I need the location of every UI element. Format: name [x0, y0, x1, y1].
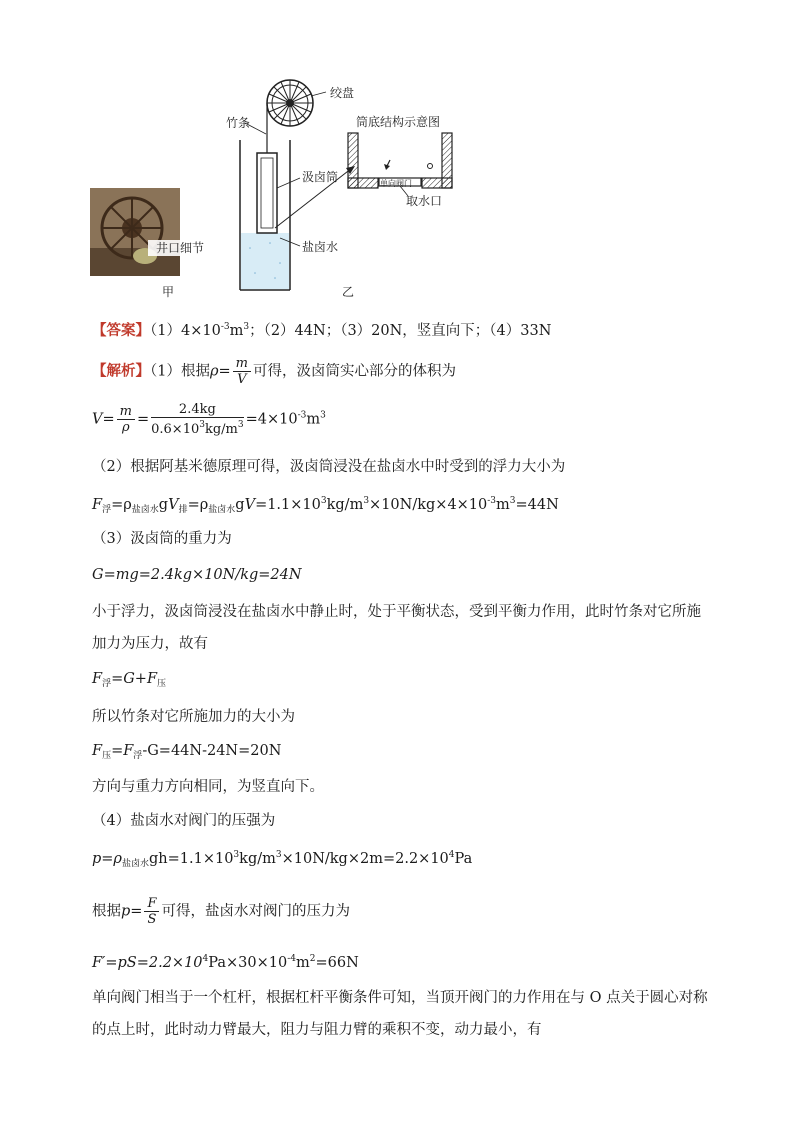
analysis-line-4: $F_浮=\rho_{盐卤水}gV_排=\rho_{盐卤水}gV=1.1\times 10^3kg/m^3\times 10N/kg\times 4\times 10^{-3}m^3=44N$ [92, 496, 559, 515]
winch-label: 绞盘 [330, 86, 355, 100]
valve-label: 单向阀门 [380, 179, 412, 188]
figure-a-label: 甲 [162, 285, 175, 299]
analysis-para-7: 小于浮力，汲卤筒浸没在盐卤水中静止时，处于平衡状态，受到平衡力作用，此时竹条对它所施加力为压力，故有 [92, 604, 701, 652]
figure [90, 78, 510, 300]
analysis-line-14: 根据p= $\frac{F}{S}$ 可得，盐卤水对阀门的压力为 [92, 896, 350, 927]
well-detail-label: 井口细节 [156, 241, 205, 255]
analysis-line-6: G=mg=2.4kg×10N/kg=24N [92, 567, 302, 583]
analysis-line-2: V= $\frac{m}{\rho}$ = $\frac{2.4kg}{0.6\times 10^3kg/m^3}$ $=4\times 10^{-3}m^3$ [92, 402, 326, 437]
answer-line: 【答案】$(1)4\times 10^{-3}m^3$；（2）44N；（3）20N，竖直向下；（4）33N [92, 322, 552, 339]
water-inlet-label: 取水口 [406, 194, 443, 208]
analysis-line-1: 【解析】（1）根据ρ= $\frac{m}{V}$ 可得，汲卤筒实心部分的体积为 [92, 356, 456, 387]
analysis-line-9: 所以竹条对它所施加力的大小为 [92, 709, 295, 725]
bottom-structure-title: 筒底结构示意图 [356, 115, 441, 129]
analysis-line-10: $F_压=F_浮-G=44N-24N=20N$ [92, 743, 282, 761]
apparatus-diagram [90, 78, 510, 300]
analysis-tag: 【解析】 [92, 362, 150, 380]
analysis-line-13: $p=\rho_{盐卤水}gh=1.1\times 10^3kg/m^3\times 10N/kg\times 2m=2.2\times 10^4Pa$ [92, 850, 473, 869]
analysis-line-8: $F_浮=G+F_压$ [92, 671, 167, 689]
brine-label: 盐卤水 [302, 240, 339, 254]
analysis-line-5: （3）汲卤筒的重力为 [92, 531, 232, 547]
analysis-para-16: 单向阀门相当于一个杠杆，根据杠杆平衡条件可知，当顶开阀门的力作用在与 O 点关于圆心对称的点上时，此时动力臂最大，阻力与阻力臂的乘积不变，动力最小，有 [92, 990, 708, 1038]
answer-tag: 【答案】 [92, 322, 150, 339]
bamboo-label: 竹条 [226, 116, 251, 130]
analysis-line-12: （4）盐卤水对阀门的压强为 [92, 813, 276, 829]
figure-b-label: 乙 [342, 285, 355, 299]
analysis-line-11: 方向与重力方向相同，为竖直向下。 [92, 779, 324, 795]
analysis-line-15: $F'=pS=2.2\times 10^4Pa\times 30\times 10^{-4}m^2=66N$ [92, 954, 359, 971]
tube-label: 汲卤筒 [302, 170, 339, 184]
analysis-line-3: （2）根据阿基米德原理可得，汲卤筒浸没在盐卤水中时受到的浮力大小为 [92, 459, 566, 475]
